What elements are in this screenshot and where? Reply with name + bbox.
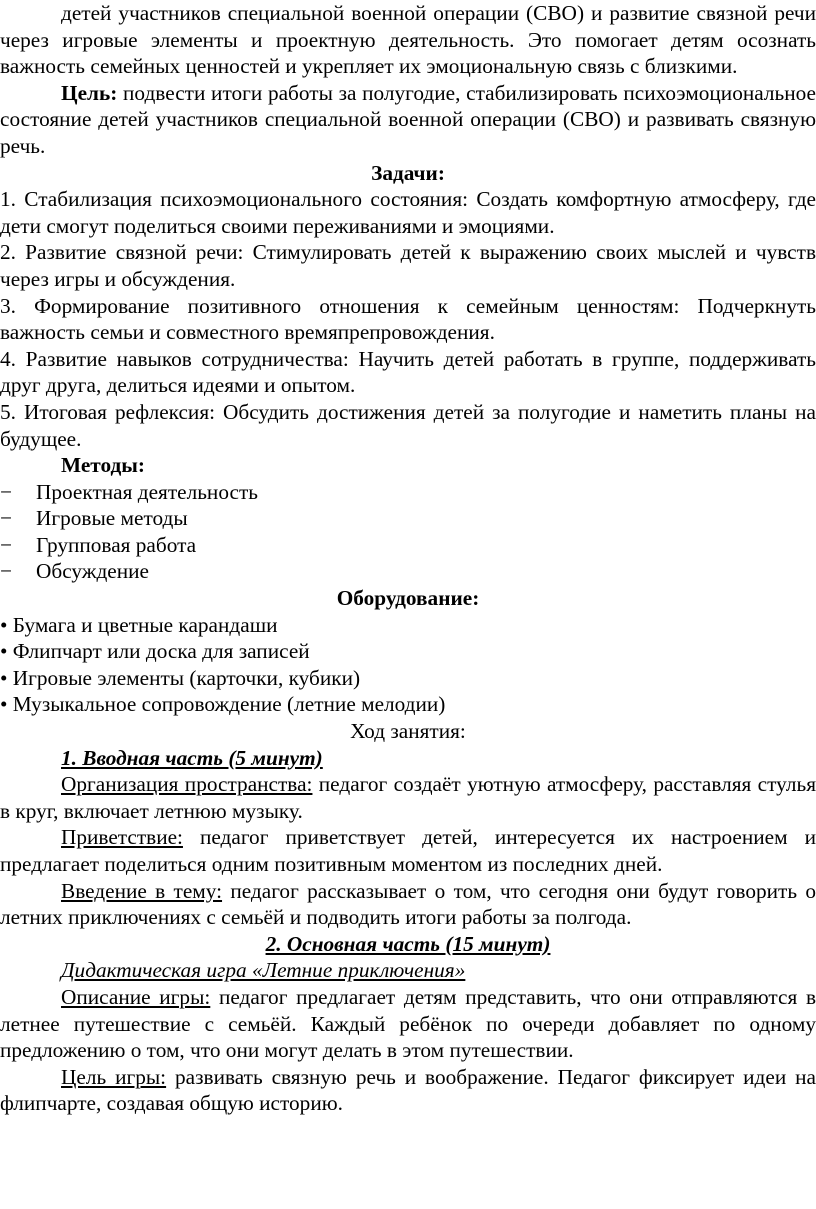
intro-paragraph [0,0,816,80]
part2-item-text: развивать связную речь и воображение. Педагог фиксирует идеи на флипчарте, создавая общую историю. [0,1064,816,1116]
methods-item-text: Обсуждение [36,559,150,584]
equipment-item: • Игровые элементы (карточки, кубики) [0,665,361,690]
game-title [0,957,816,984]
part2-item [0,984,816,1064]
part2-item-label: Цель игры: [61,1064,167,1089]
dash-marker: − [0,506,13,531]
part2-title-text: 2. Основная часть (15 минут) [265,931,551,956]
methods-item-text: Групповая работа [36,532,197,557]
part1-item [0,878,816,931]
dash-marker: − [0,479,13,504]
methods-item [0,532,816,559]
goal-label: Цель: [61,80,118,105]
intro-text: детей участников специальной военной операции (СВО) и развитие связной речи через игровые элементы и проектную деятельность. Это помогает детям осознать важность семейных ценностей и укрепляет их эмоциональную связь с близкими. [0,1,816,79]
part2-title [0,931,816,958]
goal-paragraph [0,80,816,160]
equipment-item: • Флипчарт или доска для записей [0,639,310,664]
part2-item [0,1064,816,1117]
task-item: 5. Итоговая рефлексия: Обсудить достижения детей за полугодие и наметить планы на будущее. [0,399,816,451]
methods-item-text: Игровые методы [36,506,188,531]
methods-item-text: Проектная деятельность [36,479,258,504]
part1-item [0,771,816,824]
equipment-item: • Бумага и цветные карандаши [0,612,278,637]
equipment-heading: Оборудование: [336,586,480,611]
part2-item-label: Описание игры: [61,984,211,1009]
task-item: 3. Формирование позитивного отношения к семейным ценностям: Подчеркнуть важность семьи и совместного времяпрепровождения. [0,293,816,345]
part1-title-text: 1. Вводная часть (5 минут) [61,745,323,770]
game-title-text: Дидактическая игра «Летние приключения» [61,958,466,983]
lesson-course-heading: Ход занятия: [350,719,466,744]
part1-item-text: педагог приветствует детей, интересуется их настроением и предлагает поделиться одним позитивным моментом из последних дней. [0,825,816,876]
methods-item [0,505,816,532]
task-item: 1. Стабилизация психоэмоционального состояния: Создать комфортную атмосферу, где дети смогут поделиться своими переживаниями и эмоциями. [0,187,816,238]
dash-marker: − [0,532,13,557]
part1-item [0,824,816,877]
methods-item [0,479,816,506]
equipment-item: • Музыкальное сопровождение (летние мелодии) [0,692,446,717]
tasks-heading: Задачи: [371,160,445,185]
dash-marker: − [0,559,13,584]
task-item: 4. Развитие навыков сотрудничества: Научить детей работать в группе, поддерживать друг друга, делиться идеями и опытом. [0,346,816,398]
part2-item-text: педагог предлагает детям представить, что они отправляются в летнее путешествие с семьёй. Каждый ребёнок по очереди добавляет по одному предложению о том, что они могут делать в этом путешествии. [0,984,816,1063]
part1-item-label: Приветствие: [61,825,183,850]
part1-item-text: педагог создаёт уютную атмосферу, расставляя стулья в круг, включает летнюю музыку. [0,772,816,823]
methods-item [0,558,816,585]
goal-text: подвести итоги работы за полугодие, стабилизировать психоэмоциональное состояние детей участников специальной военной операции (СВО) и развивать связную речь. [0,80,816,158]
part1-title [0,745,816,772]
part1-item-text: педагог рассказывает о том, что сегодня они будут говорить о летних приключениях с семьёй и подводить итоги работы за полгода. [0,878,816,930]
part1-item-label: Организация пространства: [61,772,313,797]
task-item: 2. Развитие связной речи: Стимулировать детей к выражению своих мыслей и чувств через игры и обсуждения. [0,240,816,291]
part1-item-label: Введение в тему: [61,878,223,903]
methods-heading: Методы: [61,453,145,478]
